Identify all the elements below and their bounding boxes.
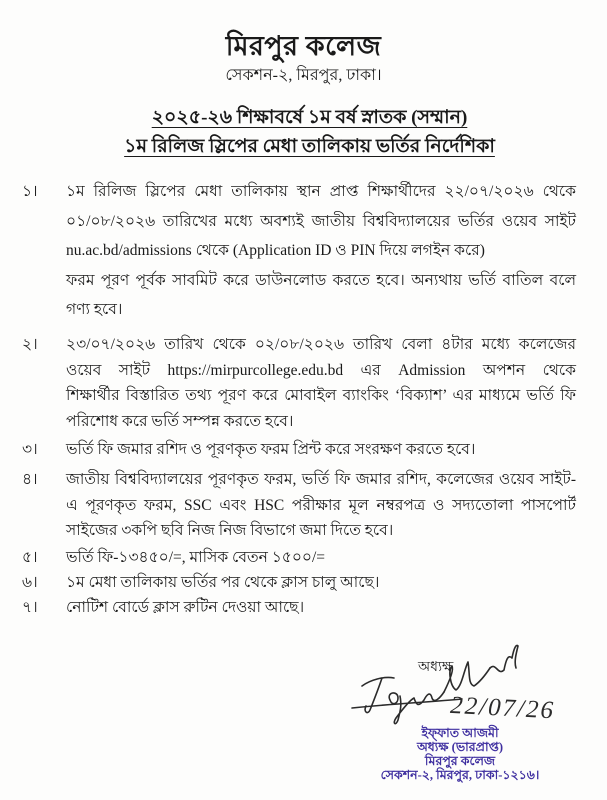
instruction-line: শিক্ষার্থীর বিস্তারিত তথ্য পূরণ করে মোবাইল ব্যাংকিং ‘বিক্যাশ’ এর মাধ্যমে ভর্তি ফি [66, 387, 576, 404]
college-address: সেকশন-২, মিরপুর, ঢাকা। [225, 67, 382, 84]
signature-date: 22/07/26 [449, 691, 556, 725]
stamp-designation: অধ্যক্ষ (ভারপ্রাপ্ত) [416, 740, 504, 754]
instruction-line: নোটিশ বোর্ডে ক্লাস রুটিন দেওয়া আছে। [66, 599, 305, 616]
instruction-line: ভর্তি ফি-১৩৪৫০/=, মাসিক বেতন ১৫০০/= [66, 549, 326, 566]
signature-stroke [490, 646, 518, 672]
stamp-name: ইফ্ফাত আজমী [421, 726, 499, 740]
college-name: মিরপুর কলেজ [225, 31, 382, 61]
instruction-line: পরিশোধ করে ভর্তি সম্পন্ন করতে হবে। [66, 412, 294, 430]
instruction-line: ০১/০৮/২০২৬ তারিখের মধ্যে অবশ্যই জাতীয় বিশ্ববিদ্যালয়ের ভর্তির ওয়েব সাইট [66, 212, 576, 230]
instruction-line: ভর্তি ফি জমার রশিদ ও পূরণকৃত ফরম প্রিন্ট করে সংরক্ষণ করতে হবে। [66, 441, 476, 458]
instruction-number: ২। [22, 336, 38, 353]
instruction-number: ৭। [22, 599, 38, 616]
signature-stroke [389, 692, 444, 724]
stamp-college: মিরপুর কলেজ [424, 754, 496, 768]
instruction-text [66, 332, 576, 434]
instruction-text [66, 595, 576, 621]
notice-title-line-2: ১ম রিলিজ স্লিপের মেধা তালিকায় ভর্তির নির্দেশিকা [124, 136, 495, 157]
instruction-line: ওয়েব সাইট https://mirpurcollege.edu.bd এর Admission অপশন থেকে [66, 361, 576, 379]
signatory-designation: অধ্যক্ষ [418, 660, 454, 675]
instruction-text [66, 177, 576, 325]
instruction-line: গণ্য হবে। [66, 301, 123, 318]
instruction-line: ১ম রিলিজ স্লিপের মেধা তালিকায় স্থান প্রাপ্ত শিক্ষার্থীদের ২২/০৭/২০২৬ থেকে [66, 183, 576, 200]
instruction-number: ৬। [22, 574, 38, 591]
instruction-line: ২৩/০৭/২০২৬ তারিখ থেকে ০২/০৮/২০২৬ তারিখ বেলা ৪টার মধ্যে কলেজের [66, 336, 576, 353]
instruction-number: ৪। [22, 471, 38, 488]
instruction-number: ৩। [22, 441, 38, 458]
instruction-text [66, 437, 576, 463]
instruction-line: এ পূরণকৃত ফরম, SSC এবং HSC পরীক্ষার মূল নম্বরপত্র ও সদ্যতোলা পাসপোর্ট [66, 496, 576, 514]
instruction-number: ৫। [22, 549, 38, 566]
signature-underline [352, 699, 462, 708]
notice-title-line-1: ২০২৫-২৬ শিক্ষাবর্ষে ১ম বর্ষ স্নাতক (সম্মান) [151, 107, 468, 128]
handwritten-signature [340, 640, 600, 730]
official-stamp [360, 726, 560, 782]
instruction-text [66, 570, 576, 596]
instruction-line: nu.ac.bd/admissions থেকে (Application ID ও PIN দিয়ে লগইন করে) [66, 242, 485, 259]
signature-stroke [444, 662, 490, 692]
instruction-text [66, 467, 576, 544]
stamp-address: সেকশন-২, মিরপুর, ঢাকা-১২১৬। [380, 768, 540, 782]
instruction-line: ফরম পূরণ পূর্বক সাবমিট করে ডাউনলোড করতে হবে। অন্যথায় ভর্তি বাতিল বলে [66, 271, 576, 289]
instruction-line: ১ম মেধা তালিকায় ভর্তির পর থেকে ক্লাস চালু আছে। [66, 574, 380, 591]
instruction-line: সাইজের ৩কপি ছবি নিজ নিজ বিভাগে জমা দিতে হবে। [66, 522, 394, 539]
instruction-number: ১। [22, 183, 38, 200]
instruction-text [66, 545, 576, 571]
instruction-line: জাতীয় বিশ্ববিদ্যালয়ের পূরণকৃত ফরম, ভর্তি ফি জমার রশিদ, কলেজের ওয়েব সাইট- [66, 471, 576, 488]
